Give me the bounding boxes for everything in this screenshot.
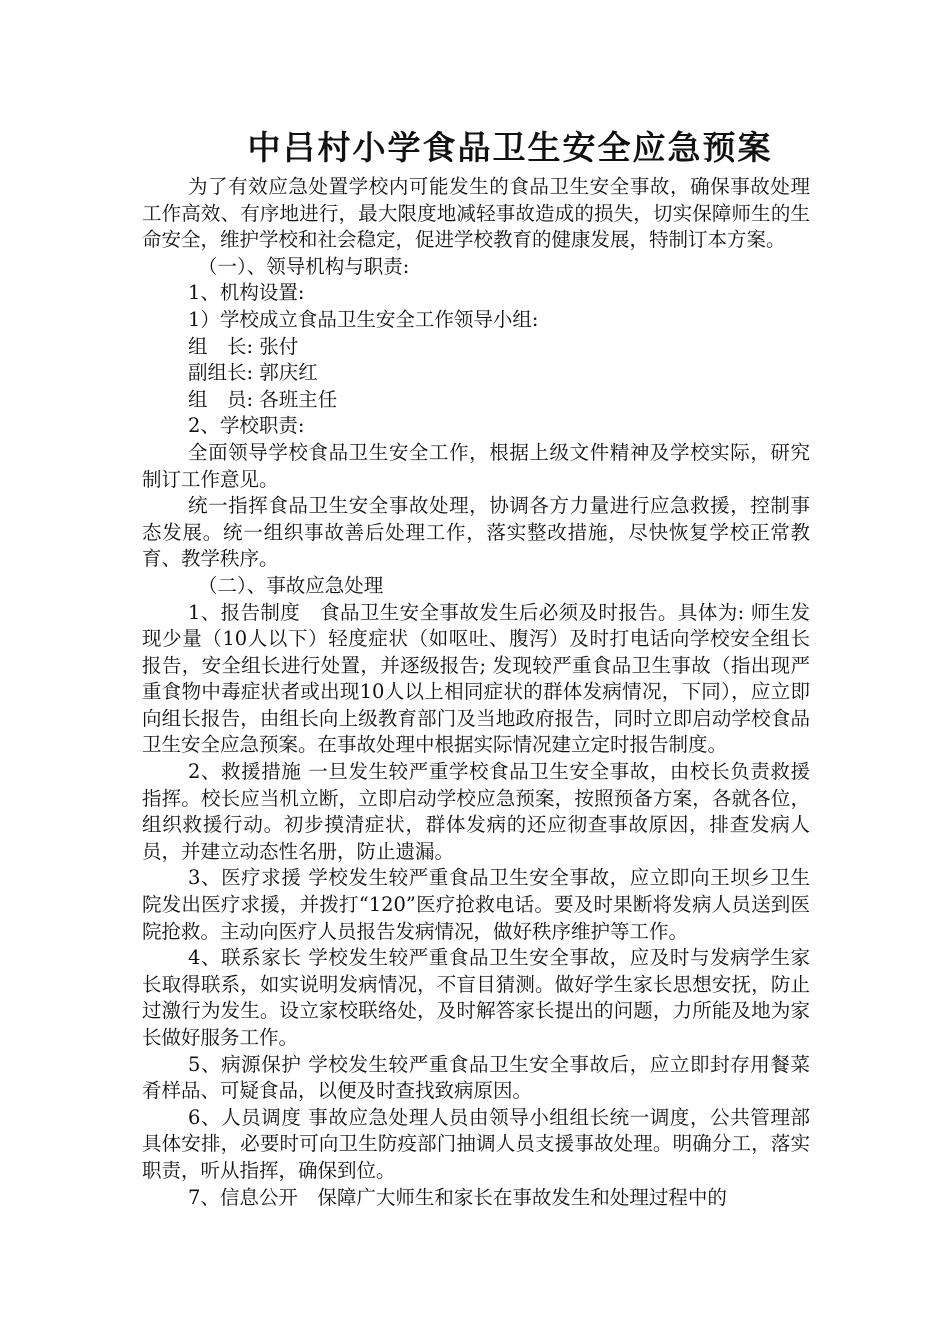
section-heading-leadership: （一）、领导机构与职责: bbox=[198, 254, 410, 278]
leader-line: 组 长: 张付 bbox=[188, 334, 299, 358]
school-duties-heading: 2、学校职责: bbox=[188, 414, 305, 438]
emergency-item-report: 1、报告制度 食品卫生安全事故发生后必须及时报告。具体为: 师生发现少量（10人以下）轻度症状（如呕吐、腹泻）及时打电话向学校安全组长报告，安全组长进行处置，并逐级报告; 发现较严重食品卫生事故（指出现严重食物中毒症状者或出现10人以上相同症状的群体发病情况，下同），应立即向组长报告，由组长向上级教育部门及当地政府报告，同时立即启动学校食品卫生安全应急预案。在事故处理中根据实际情况建立定时报告制度。 bbox=[142, 600, 810, 757]
section-heading-emergency: （二）、事故应急处理 bbox=[198, 573, 384, 597]
emergency-item-disclosure: 7、信息公开 保障广大师生和家长在事故发生和处理过程中的 bbox=[188, 1185, 727, 1209]
emergency-item-rescue: 2、救援措施 一旦发生较严重学校食品卫生安全事故，由校长负责救援指挥。校长应当机立断，立即启动学校应急预案，按照预备方案，各就各位，组织救援行动。初步摸清症状，群体发病的还应彻查事故原因，排查发病人员，并建立动态性名册，防止遗漏。 bbox=[142, 760, 810, 863]
members-line: 组 员: 各班主任 bbox=[188, 387, 338, 411]
intro-paragraph: 为了有效应急处置学校内可能发生的食品卫生安全事故，确保事故处理工作高效、有序地进行，最大限度地减轻事故造成的损失，切实保障师生的生命安全，维护学校和社会稳定，促进学校教育的健康发展，特制订本方案。 bbox=[142, 175, 810, 252]
duty-paragraph: 全面领导学校食品卫生安全工作，根据上级文件精神及学校实际，研究制订工作意见。 bbox=[142, 440, 810, 491]
emergency-item-parents: 4、联系家长 学校发生较严重食品卫生安全事故，应及时与发病学生家长取得联系，如实说明发病情况，不盲目猜测。做好学生家长思想安抚，防止过激行为发生。设立家校联络处，及时解答家长提出的问题，力所能及地为家长做好服务工作。 bbox=[142, 946, 810, 1049]
document-title: 中吕村小学食品卫生安全应急预案 bbox=[247, 128, 773, 167]
emergency-item-staffing: 6、人员调度 事故应急处理人员由领导小组组长统一调度，公共管理部具体安排，必要时可向卫生防疫部门抽调人员支援事故处理。明确分工，落实职责，听从指挥，确保到位。 bbox=[142, 1105, 810, 1182]
deputy-leader-line: 副组长: 郭庆红 bbox=[188, 361, 318, 385]
duty-paragraph: 统一指挥食品卫生安全事故处理，协调各方力量进行应急救援，控制事态发展。统一组织事故善后处理工作，落实整改措施，尽快恢复学校正常教育、教学秩序。 bbox=[142, 494, 810, 571]
org-setup-heading: 1、机构设置: bbox=[188, 281, 305, 305]
document-body bbox=[142, 174, 810, 1211]
group-formed-line: 1）学校成立食品卫生安全工作领导小组: bbox=[188, 307, 539, 331]
emergency-item-source: 5、病源保护 学校发生较严重食品卫生安全事故后，应立即封存用餐菜肴样品、可疑食品，以便及时查找致病原因。 bbox=[142, 1052, 810, 1103]
emergency-item-medical: 3、医疗求援 学校发生较严重食品卫生安全事故，应立即向王坝乡卫生院发出医疗求援，并拨打“120”医疗抢救电话。要及时果断将发病人员送到医院抢救。主动向医疗人员报告发病情况，做好秩序维护等工作。 bbox=[142, 866, 810, 943]
